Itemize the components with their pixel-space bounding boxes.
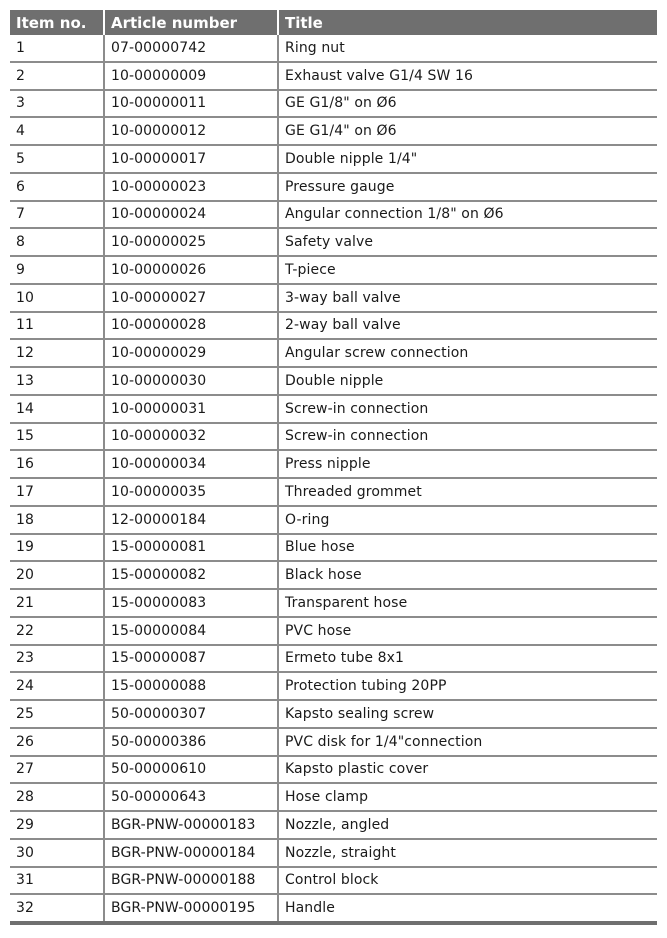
- table-row: [10, 339, 657, 367]
- cell-title: Pressure gauge: [278, 173, 657, 201]
- table-row: [10, 534, 657, 562]
- table-row: [10, 561, 657, 589]
- cell-article-number: 10-00000032: [104, 423, 278, 451]
- cell-article-number: 10-00000027: [104, 284, 278, 312]
- cell-article-number: 15-00000084: [104, 617, 278, 645]
- cell-title: Kapsto plastic cover: [278, 756, 657, 784]
- cell-item-no: 2: [10, 62, 104, 90]
- cell-item-no: 27: [10, 756, 104, 784]
- cell-article-number: 50-00000643: [104, 783, 278, 811]
- cell-item-no: 3: [10, 90, 104, 118]
- cell-item-no: 4: [10, 117, 104, 145]
- cell-title: Safety valve: [278, 228, 657, 256]
- cell-item-no: 21: [10, 589, 104, 617]
- cell-item-no: 12: [10, 339, 104, 367]
- table-row: [10, 450, 657, 478]
- cell-item-no: 13: [10, 367, 104, 395]
- table-row: [10, 35, 657, 62]
- cell-item-no: 1: [16, 39, 26, 56]
- table-row: [10, 728, 657, 756]
- cell-title: Protection tubing 20PP: [278, 672, 657, 700]
- cell-title: Black hose: [278, 561, 657, 589]
- cell-item-no: 18: [10, 506, 104, 534]
- cell-title: Threaded grommet: [278, 478, 657, 506]
- cell-item-no: 26: [10, 728, 104, 756]
- cell-item-no: 15: [10, 423, 104, 451]
- cell-title: 2-way ball valve: [278, 312, 657, 340]
- cell-item-no: 10: [10, 284, 104, 312]
- header-title: Title: [278, 10, 657, 35]
- cell-item-no: 25: [10, 700, 104, 728]
- cell-title: O-ring: [278, 506, 657, 534]
- cell-title: PVC disk for 1/4"connection: [278, 728, 657, 756]
- table-row: [10, 62, 657, 90]
- cell-item-no: 32: [10, 894, 104, 923]
- table-row: [10, 783, 657, 811]
- cell-article-number: 10-00000029: [104, 339, 278, 367]
- cell-article-number: BGR-PNW-00000188: [104, 867, 278, 895]
- table-row: [10, 201, 657, 229]
- cell-item-no: 7: [10, 201, 104, 229]
- cell-title: Transparent hose: [278, 589, 657, 617]
- cell-article-number: 10-00000030: [104, 367, 278, 395]
- cell-article-number: 10-00000017: [104, 145, 278, 173]
- cell-article-number: 12-00000184: [104, 506, 278, 534]
- table-row: [10, 506, 657, 534]
- cell-title: Double nipple: [278, 367, 657, 395]
- cell-title: GE G1/8" on Ø6: [278, 90, 657, 118]
- cell-article-number: 15-00000082: [104, 561, 278, 589]
- cell-item-no: 22: [10, 617, 104, 645]
- cell-item-no: 8: [10, 228, 104, 256]
- table-row: [10, 811, 657, 839]
- cell-item-no: 24: [10, 672, 104, 700]
- cell-item-no: 19: [10, 534, 104, 562]
- header-row: [10, 10, 657, 35]
- cell-article-number: 10-00000035: [104, 478, 278, 506]
- table-row: [10, 839, 657, 867]
- cell-article-number: 50-00000610: [104, 756, 278, 784]
- parts-list-table: [10, 10, 657, 925]
- cell-item-no: 29: [10, 811, 104, 839]
- cell-title: GE G1/4" on Ø6: [278, 117, 657, 145]
- cell-item-no: 30: [10, 839, 104, 867]
- table-row: [10, 700, 657, 728]
- cell-item-no: 20: [10, 561, 104, 589]
- cell-item-no: 23: [10, 645, 104, 673]
- cell-title: Hose clamp: [278, 783, 657, 811]
- cell-title: Nozzle, straight: [278, 839, 657, 867]
- cell-article-number: 10-00000012: [104, 117, 278, 145]
- cell-article-number: 10-00000024: [104, 201, 278, 229]
- table-row: [10, 228, 657, 256]
- header-article-number: Article number: [104, 10, 278, 35]
- table-row: [10, 284, 657, 312]
- cell-item-no: 16: [10, 450, 104, 478]
- table-row: [10, 90, 657, 118]
- table-row: [10, 894, 657, 923]
- cell-item-no: 28: [10, 783, 104, 811]
- cell-article-number: BGR-PNW-00000184: [104, 839, 278, 867]
- table-row: [10, 423, 657, 451]
- cell-title: Exhaust valve G1/4 SW 16: [278, 62, 657, 90]
- cell-title: 3-way ball valve: [278, 284, 657, 312]
- cell-title: Angular screw connection: [278, 339, 657, 367]
- table-row: [10, 173, 657, 201]
- cell-article-number: 10-00000009: [104, 62, 278, 90]
- cell-title: PVC hose: [278, 617, 657, 645]
- table-row: [10, 395, 657, 423]
- table-row: [10, 589, 657, 617]
- cell-article-number: 50-00000307: [104, 700, 278, 728]
- table-row: [10, 367, 657, 395]
- cell-title: Kapsto sealing screw: [278, 700, 657, 728]
- cell-article-number: 50-00000386: [104, 728, 278, 756]
- cell-article-number: 10-00000011: [104, 90, 278, 118]
- cell-item-no: 6: [10, 173, 104, 201]
- cell-item-no: 14: [10, 395, 104, 423]
- cell-item-no: 17: [10, 478, 104, 506]
- table-row: [10, 256, 657, 284]
- cell-article-number: 10-00000026: [104, 256, 278, 284]
- cell-item-no: 11: [10, 312, 104, 340]
- cell-article-number: BGR-PNW-00000183: [104, 811, 278, 839]
- table-row: [10, 645, 657, 673]
- cell-item-no: 31: [10, 867, 104, 895]
- cell-article-number: 15-00000081: [104, 534, 278, 562]
- cell-title: Control block: [278, 867, 657, 895]
- cell-article-number: BGR-PNW-00000195: [104, 894, 278, 923]
- cell-title: Nozzle, angled: [278, 811, 657, 839]
- cell-title: Ermeto tube 8x1: [278, 645, 657, 673]
- table-row: [10, 672, 657, 700]
- cell-article-number: 10-00000028: [104, 312, 278, 340]
- cell-title: Angular connection 1/8" on Ø6: [278, 201, 657, 229]
- table-row: [10, 617, 657, 645]
- cell-title: T-piece: [278, 256, 657, 284]
- table-row: [10, 756, 657, 784]
- cell-article-number: 15-00000087: [104, 645, 278, 673]
- table-header: [10, 10, 657, 35]
- cell-article-number: 10-00000023: [104, 173, 278, 201]
- cell-article-number: 15-00000083: [104, 589, 278, 617]
- header-item-no: Item no.: [10, 10, 104, 35]
- cell-article-number: 10-00000025: [104, 228, 278, 256]
- cell-article-number: 10-00000031: [104, 395, 278, 423]
- cell-article-number: 15-00000088: [104, 672, 278, 700]
- cell-title: Press nipple: [278, 450, 657, 478]
- cell-article-number: 07-00000742: [104, 35, 278, 62]
- cell-item-no: 5: [10, 145, 104, 173]
- cell-title: Blue hose: [278, 534, 657, 562]
- cell-title: Double nipple 1/4": [278, 145, 657, 173]
- table-body: [10, 35, 657, 923]
- table-row: [10, 312, 657, 340]
- table-row: [10, 117, 657, 145]
- cell-title: Handle: [278, 894, 657, 923]
- cell-article-number: 10-00000034: [104, 450, 278, 478]
- cell-title: Ring nut: [278, 35, 657, 62]
- cell-title: Screw-in connection: [278, 395, 657, 423]
- cell-title: Screw-in connection: [278, 423, 657, 451]
- table-row: [10, 867, 657, 895]
- table-row: [10, 145, 657, 173]
- table-row: [10, 478, 657, 506]
- cell-item-no: 9: [10, 256, 104, 284]
